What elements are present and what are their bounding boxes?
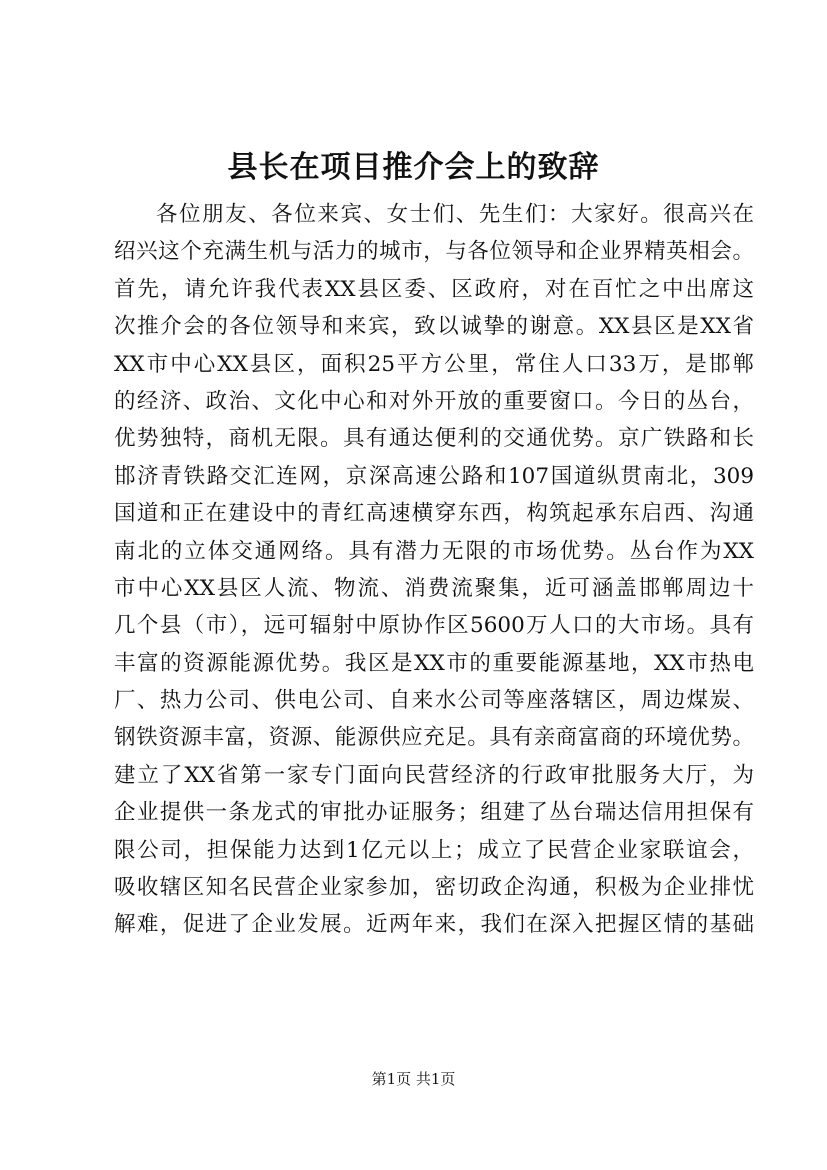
body-line: 解难，促进了企业发展。近两年来，我们在深入把握区情的基础	[114, 912, 754, 938]
body-line: 各位朋友、各位来宾、女士们、先生们：大家好。很高兴在	[156, 202, 754, 227]
document-body	[114, 196, 754, 944]
body-line: 国道和正在建设中的青红高速横穿东西，构筑起承东启西、沟通	[114, 501, 754, 527]
page-number-footer: 第1页 共1页	[371, 1070, 456, 1088]
body-line: 企业提供一条龙式的审批办证服务；组建了丛台瑞达信用担保有	[114, 800, 754, 826]
body-line: 几个县（市），远可辐射中原协作区5600万人口的大市场。具有	[114, 613, 754, 639]
body-line: 邯济青铁路交汇连网，京深高速公路和107国道纵贯南北，309	[114, 463, 754, 489]
body-line: XX市中心XX县区，面积25平方公里，常住人口33万，是邯郸	[114, 351, 754, 377]
body-line: 建立了XX省第一家专门面向民营经济的行政审批服务大厅，为	[114, 762, 754, 788]
body-line: 优势独特，商机无限。具有通达便利的交通优势。京广铁路和长	[114, 426, 754, 452]
body-line: 的经济、政治、文化中心和对外开放的重要窗口。今日的丛台，	[114, 388, 754, 414]
body-line: 丰富的资源能源优势。我区是XX市的重要能源基地，XX市热电	[114, 650, 754, 676]
body-line: 钢铁资源丰富，资源、能源供应充足。具有亲商富商的环境优势。	[114, 725, 754, 751]
document-title: 县长在项目推介会上的致辞	[227, 150, 600, 185]
body-line: 次推介会的各位领导和来宾，致以诚挚的谢意。XX县区是XX省	[114, 314, 754, 340]
body-line: 南北的立体交通网络。具有潜力无限的市场优势。丛台作为XX	[114, 538, 754, 564]
body-line: 限公司，担保能力达到1亿元以上；成立了民营企业家联谊会，	[114, 837, 754, 863]
body-line: 厂、热力公司、供电公司、自来水公司等座落辖区，周边煤炭、	[114, 688, 754, 714]
body-line: 首先，请允许我代表XX县区委、区政府，对在百忙之中出席这	[114, 276, 754, 302]
body-line: 绍兴这个充满生机与活力的城市，与各位领导和企业界精英相会。	[114, 239, 754, 265]
body-line: 吸收辖区知名民营企业家参加，密切政企沟通，积极为企业排忧	[114, 875, 754, 901]
body-line: 市中心XX县区人流、物流、消费流聚集，近可涵盖邯郸周边十	[114, 575, 754, 601]
